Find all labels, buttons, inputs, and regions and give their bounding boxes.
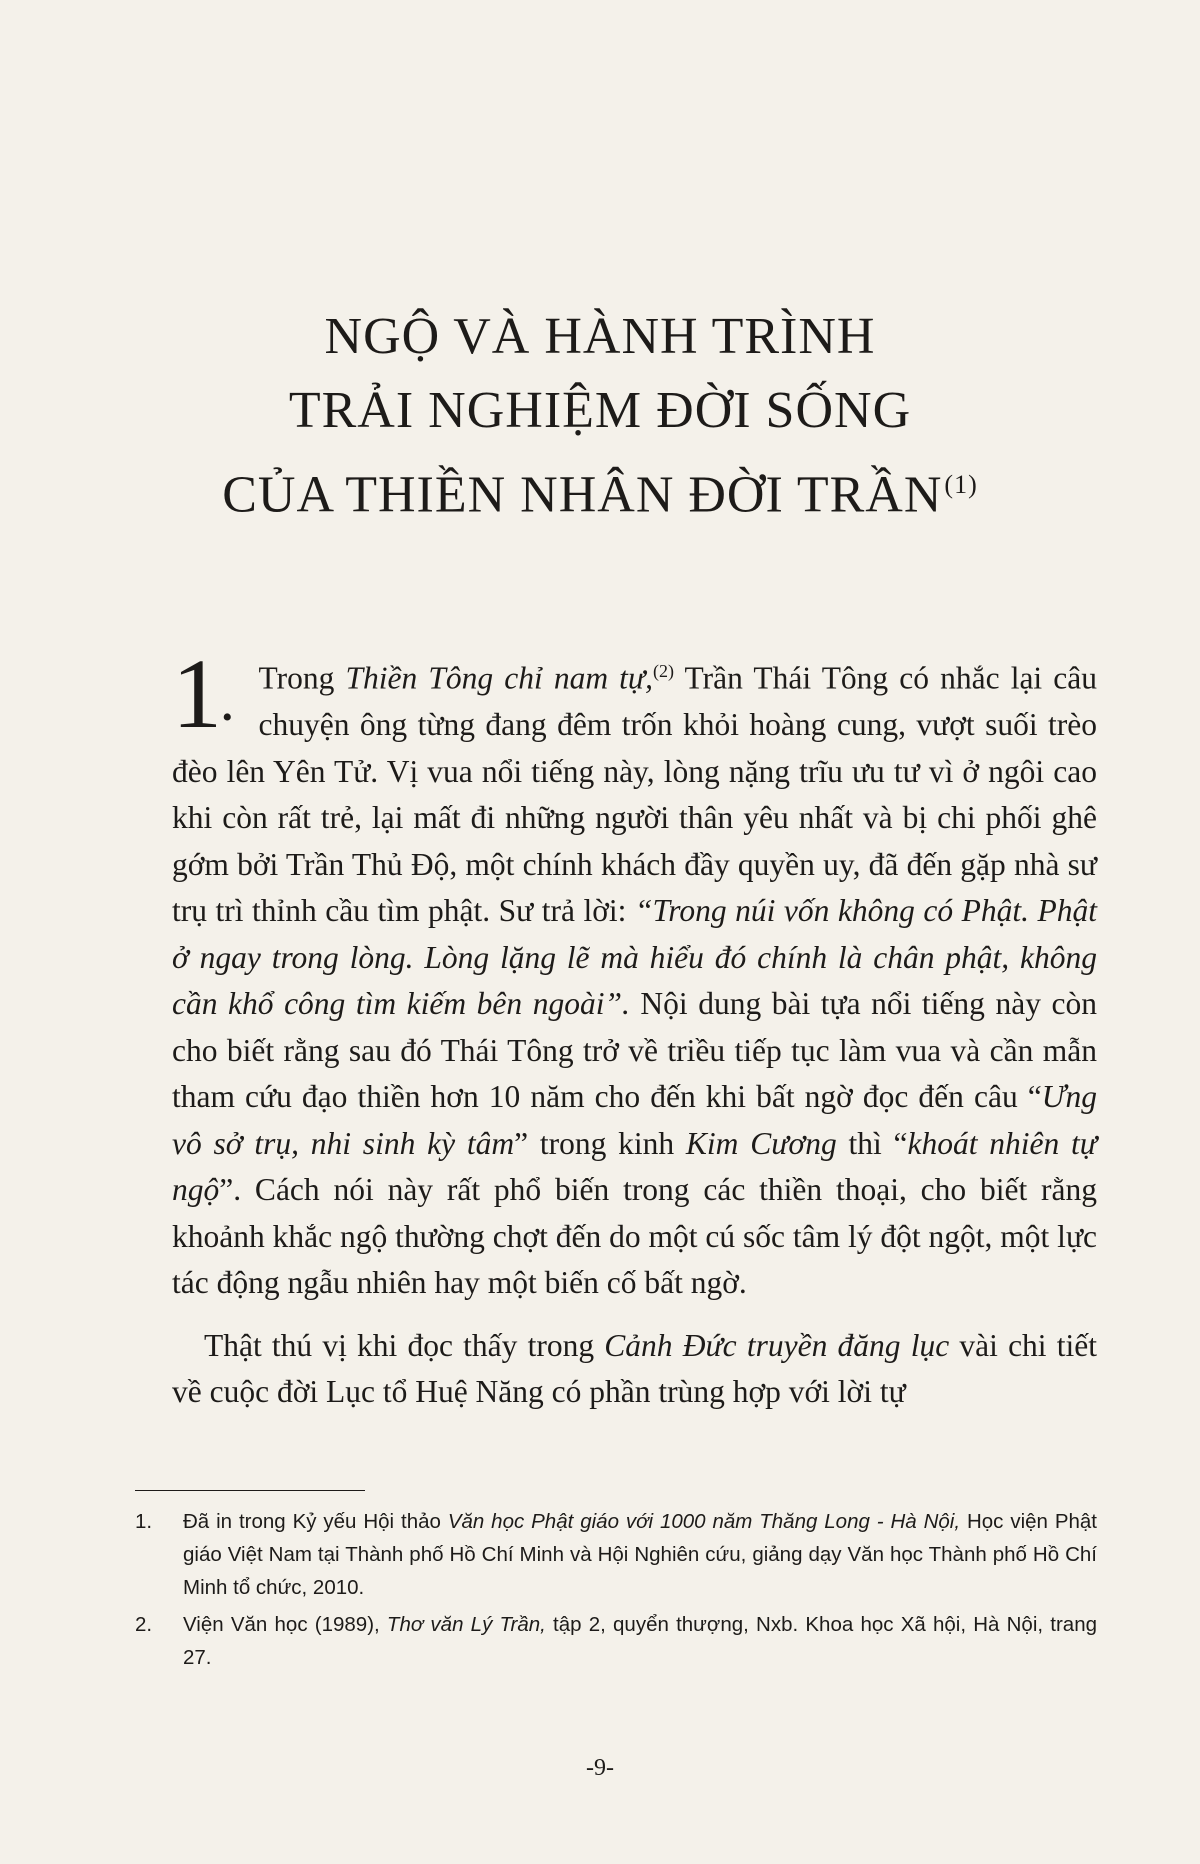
page-number: -9- xyxy=(586,1755,614,1781)
footnote-number: 2. xyxy=(135,1613,153,1636)
p1-text: thì “ xyxy=(836,1125,908,1161)
footnote-text-part: Học viện Phật giáo Việt Nam tại Thành phố Hồ Chí Minh và Hội Nghiên cứu, giảng dạy Văn học Thành phố Hồ Chí Minh tổ chức, 2010. xyxy=(183,1510,1097,1599)
title-line-2: TRẢI NGHIỆM ĐỜI SỐNG xyxy=(288,382,912,439)
footnote-text-part: tập 2, quyển thượng, Nxb. Khoa học Xã hội, Hà Nội, trang 27. xyxy=(183,1613,1097,1669)
chapter-title xyxy=(0,300,1200,532)
p1-text: Trần Thái Tông có nhắc lại câu chuyện ông từng đang đêm trốn khỏi hoàng cung, vượt suối trèo đèo lên Yên Tử. Vị vua nổi tiếng này, lòng nặng trĩu ưu tư vì ở ngôi cao khi còn rất trẻ, lại mất đi những người thân yêu nhất và bị chi phối ghê gớm bởi Trần Thủ Độ, một chính khách đầy quyền uy, đã đến gặp nhà sư trụ trì thỉnh cầu tìm phật. Sư trả lời: xyxy=(172,660,1098,928)
footnote-divider xyxy=(135,1490,365,1491)
title-line-1: NGỘ VÀ HÀNH TRÌNH xyxy=(324,308,876,365)
footnotes xyxy=(135,1505,1097,1678)
title-line-3 xyxy=(0,448,1200,532)
title-line-3-text: CỦA THIỀN NHÂN ĐỜI TRẦN xyxy=(222,466,943,524)
footnote-2 xyxy=(135,1608,1097,1674)
footnote-text xyxy=(183,1505,1097,1604)
p1-text: Nội dung bài tựa nổi tiếng này còn cho biết rằng sau đó Thái Tông trở về triều tiếp tục làm vua và cần mẫn tham cứu đạo thiền hơn 10 năm cho đến khi bất ngờ đọc đến câu “ xyxy=(172,986,1097,1114)
p1-quote: khoát nhiên tự ngộ xyxy=(172,1125,1097,1207)
p1-text: ”. Cách nói này rất phổ biến trong các thiền thoại, cho biết rằng khoảnh khắc ngộ thường chợt đến do một cú sốc tâm lý đột ngột, một lực tác động ngẫu nhiên hay một biến cố bất ngờ. xyxy=(172,1172,1097,1300)
p1-quote: Ưng vô sở trụ, nhi sinh kỳ tâm xyxy=(172,1079,1097,1161)
p2-text: vài chi tiết về cuộc đời Lục tổ Huệ Năng có phần trùng hợp với lời tự xyxy=(172,1327,1097,1409)
section-number-dot: • xyxy=(222,701,233,734)
footnote-text-part: Viện Văn học (1989), xyxy=(183,1613,387,1636)
p1-quote: “Trong núi vốn không có Phật. Phật ở ngay trong lòng. Lòng lặng lẽ mà hiểu đó chính là chân phật, không cần khổ công tìm kiếm bên ngoài”. xyxy=(172,893,1097,1021)
footnote-text-part: Đã in trong Kỷ yếu Hội thảo xyxy=(183,1510,448,1533)
p1-note-mark: (2) xyxy=(653,661,674,681)
p1-text: ” trong kinh xyxy=(514,1125,686,1161)
paragraph-1 xyxy=(172,638,1098,1307)
title-note-mark: (1) xyxy=(944,470,978,499)
footnote-work-title: Văn học Phật giáo với 1000 năm Thăng Long - Hà Nội, xyxy=(447,1510,961,1533)
p1-text: Trong xyxy=(258,660,346,696)
footnote-work-title: Thơ văn Lý Trần, xyxy=(386,1613,546,1636)
footnote-text xyxy=(183,1608,1097,1674)
p2-text: Thật thú vị khi đọc thấy trong xyxy=(204,1327,605,1363)
footnote-number: 1. xyxy=(135,1510,153,1533)
paragraph-2 xyxy=(172,1323,1097,1416)
footnote-1 xyxy=(135,1505,1097,1604)
body-text xyxy=(172,638,1098,1416)
p1-work-title: Thiền Tông chỉ nam tự, xyxy=(345,660,653,696)
section-number-digit: 1 xyxy=(172,638,222,749)
p1-work-title: Kim Cương xyxy=(685,1125,837,1161)
section-number xyxy=(172,638,233,749)
p2-work-title: Cảnh Đức truyền đăng lục xyxy=(604,1327,950,1363)
